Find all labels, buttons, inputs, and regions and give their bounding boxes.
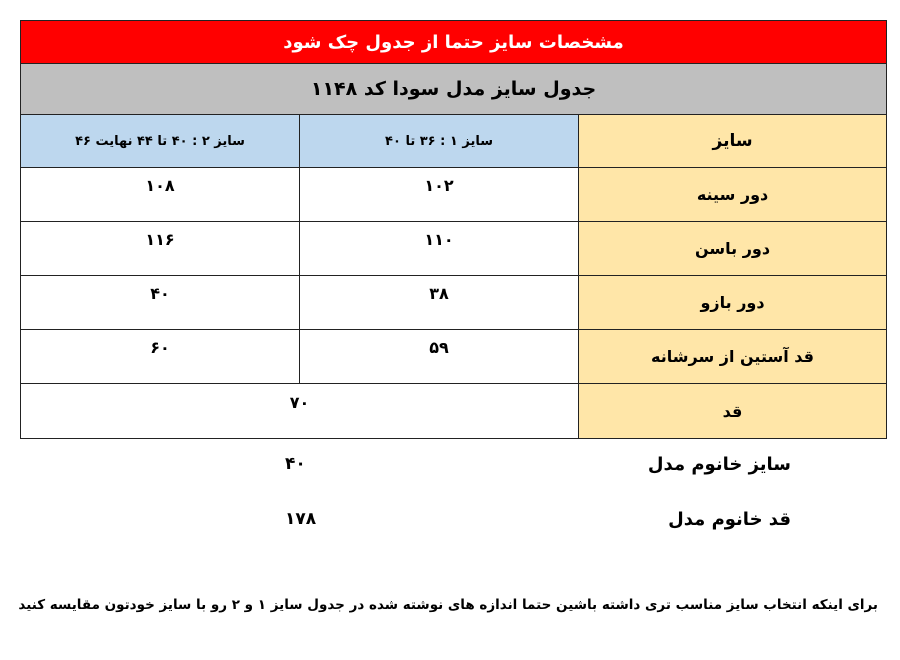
model-size-label: سایز خانوم مدل bbox=[647, 454, 791, 475]
row-size1-value: ۵۹ bbox=[300, 330, 579, 384]
table-row bbox=[21, 330, 887, 384]
model-height-line bbox=[20, 505, 886, 545]
row-size2-value: ۴۰ bbox=[21, 276, 300, 330]
table-row bbox=[21, 222, 887, 276]
row-label: قد آستین از سرشانه bbox=[579, 330, 887, 384]
model-size-line bbox=[20, 450, 886, 490]
row-label: دور بازو bbox=[579, 276, 887, 330]
row-size1-value: ۱۱۰ bbox=[300, 222, 579, 276]
row-label: دور سینه bbox=[579, 168, 887, 222]
table-subtitle: جدول سایز مدل سودا کد ۱۱۴۸ bbox=[21, 64, 887, 115]
table-row bbox=[21, 384, 887, 439]
size-table bbox=[20, 20, 887, 439]
row-size2-value: ۱۱۶ bbox=[21, 222, 300, 276]
row-merged-value: ۷۰ bbox=[21, 384, 579, 439]
header-row bbox=[21, 115, 887, 168]
header-label: سایز bbox=[579, 115, 887, 168]
header-size1: سایز ۱ : ۳۶ تا ۴۰ bbox=[300, 115, 579, 168]
row-size2-value: ۶۰ bbox=[21, 330, 300, 384]
model-size-value: ۴۰ bbox=[285, 454, 306, 474]
row-size1-value: ۱۰۲ bbox=[300, 168, 579, 222]
model-height-label: قد خانوم مدل bbox=[668, 509, 791, 530]
header-size2: سایز ۲ : ۴۰ تا ۴۴ نهایت ۴۶ bbox=[21, 115, 300, 168]
subtitle-row bbox=[21, 64, 887, 115]
table-row bbox=[21, 276, 887, 330]
row-label: قد bbox=[579, 384, 887, 439]
table-row bbox=[21, 168, 887, 222]
row-size2-value: ۱۰۸ bbox=[21, 168, 300, 222]
title-row bbox=[21, 21, 887, 64]
row-label: دور باسن bbox=[579, 222, 887, 276]
row-size1-value: ۳۸ bbox=[300, 276, 579, 330]
table-title: مشخصات سایز حتما از جدول چک شود bbox=[21, 21, 887, 64]
size-note: برای اینکه انتخاب سایز مناسب تری داشته باشین حتما اندازه های نوشته شده در جدول سایز ۱ و ۲ رو با سایز خودتون مقایسه کنید bbox=[18, 597, 878, 613]
model-height-value: ۱۷۸ bbox=[285, 509, 317, 529]
